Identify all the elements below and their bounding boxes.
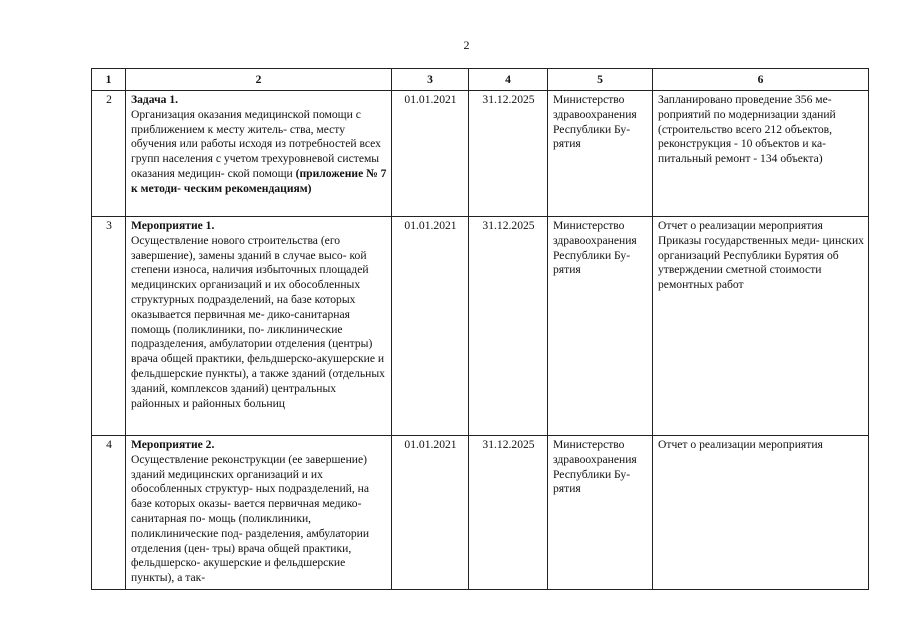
start-date: 01.01.2021 (392, 91, 469, 217)
executor: Министерство здравоохранения Республики Бу- рятия (548, 217, 653, 436)
measure-description: Осуществление реконструкции (ее завершение) зданий медицинских организаций и их обособленных структур- ных подразделений, на базе которых оказы- вается первичная медико-санитарная по- мощь (поликлиники, поликлинические под- разделения, амбулатории отделения (цен- тры) врача общей практики, фельдшерско- акушерские и фельдшерские пункты), а так- (131, 452, 370, 585)
end-date: 31.12.2025 (469, 436, 548, 590)
column-header-2: 2 (126, 69, 392, 91)
column-header-1: 1 (92, 69, 126, 91)
task-description: Организация оказания медицинской помощи с приближением к месту житель- ства, месту обучения или работы исходя из потребностей всех групп населения с учетом трехуровневой системы оказания медицин- ской помощи (131, 107, 381, 180)
table-row (92, 91, 869, 217)
start-date: 01.01.2021 (392, 436, 469, 590)
column-header-3: 3 (392, 69, 469, 91)
end-date: 31.12.2025 (469, 91, 548, 217)
column-header-5: 5 (548, 69, 653, 91)
measure-title: Мероприятие 2. (131, 438, 215, 451)
expected-result: Отчет о реализации мероприятия Приказы государственных меди- цинских организаций Республики Бурятия об утверждении сметной стоимости ремонтных работ (653, 217, 869, 436)
table-row (92, 436, 869, 590)
task-appendix-note: (приложение № 7 к методи- ческим рекомендациям) (131, 166, 387, 195)
executor: Министерство здравоохранения Республики Бу- рятия (548, 436, 653, 590)
column-header-4: 4 (469, 69, 548, 91)
task-title: Задача 1. (131, 93, 179, 106)
measures-table (91, 68, 869, 590)
measure-cell (126, 436, 392, 590)
table-row (92, 217, 869, 436)
end-date: 31.12.2025 (469, 217, 548, 436)
measure-cell (126, 217, 392, 436)
row-number: 4 (92, 436, 126, 590)
expected-result: Отчет о реализации мероприятия (653, 436, 869, 590)
table-header-row (92, 69, 869, 91)
column-header-6: 6 (653, 69, 869, 91)
measure-description: Осуществление нового строительства (его завершение), замены зданий в случае высо- кой степени износа, наличия избыточных площадей медицинских организаций и их обособленных структурных подразделений, на базе которых оказывается первичная ме- дико-санитарная помощь (поликлиники, по- ликлинические подразделения, амбулатории отделения (центры) врача общей практики, фельдшерско-акушерские и фельдшерские пункты), а также зданий (отдельных зданий, комплексов зданий) центральных районных и районных больниц (131, 233, 385, 410)
row-number: 3 (92, 217, 126, 436)
expected-result: Запланировано проведение 356 ме- роприятий по модернизации зданий (строительство всего 212 объектов, реконструкция - 10 объектов и ка- питальный ремонт - 134 объекта) (653, 91, 869, 217)
row-number: 2 (92, 91, 126, 217)
page-number: 2 (463, 38, 470, 52)
start-date: 01.01.2021 (392, 217, 469, 436)
measure-title: Мероприятие 1. (131, 219, 215, 232)
task-cell (126, 91, 392, 217)
executor: Министерство здравоохранения Республики Бу- рятия (548, 91, 653, 217)
